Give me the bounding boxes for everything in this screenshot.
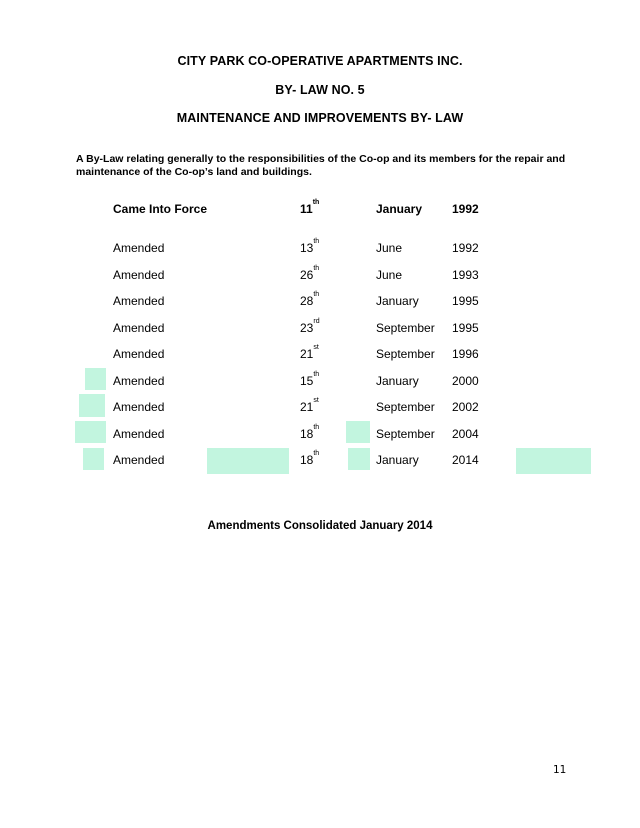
day-cell (300, 424, 320, 441)
year-cell: 1995 (452, 294, 479, 308)
table-row (0, 238, 640, 257)
day-suffix: th (313, 450, 320, 457)
table-row (0, 291, 640, 310)
consolidation-note: Amendments Consolidated January 2014 (207, 520, 433, 532)
month-cell: June (376, 268, 403, 282)
day-suffix: th (313, 424, 320, 431)
table-row (0, 318, 640, 337)
day-suffix: th (312, 199, 320, 206)
day-cell (300, 371, 320, 388)
came-into-force-label: Came Into Force (113, 202, 208, 216)
year-cell: 1996 (452, 347, 479, 361)
page-number: 11 (553, 764, 567, 776)
row-label: Amended (113, 268, 165, 282)
year-cell: 1992 (452, 241, 479, 255)
day-number: 11 (300, 202, 313, 216)
day-number: 15 (300, 374, 314, 388)
schedule-header-row (0, 199, 640, 218)
month-cell: September (376, 321, 435, 335)
day-number: 23 (300, 321, 314, 335)
year-cell: 2000 (452, 374, 479, 388)
organization-title: CITY PARK CO-OPERATIVE APARTMENTS INC. (177, 54, 463, 68)
day-number: 28 (300, 294, 314, 308)
day-suffix: rd (313, 318, 320, 325)
day-number: 18 (300, 453, 314, 467)
day-suffix: th (313, 265, 320, 272)
table-row (0, 265, 640, 284)
year-cell: 1992 (452, 202, 479, 216)
bylaw-number: BY- LAW NO. 5 (275, 83, 365, 97)
row-label: Amended (113, 294, 165, 308)
day-cell (300, 318, 320, 335)
row-label: Amended (113, 400, 165, 414)
table-row (0, 450, 640, 469)
bylaw-intro: A By-Law relating generally to the responsibilities of the Co-op and its members for the repair and maintenance of the Co-op’s land and buildings. (76, 153, 566, 178)
row-label: Amended (113, 347, 165, 361)
month-cell: September (376, 347, 435, 361)
month-cell: January (376, 294, 419, 308)
row-label: Amended (113, 321, 165, 335)
day-suffix: st (313, 344, 319, 351)
day-number: 21 (300, 400, 314, 414)
day-suffix: th (313, 238, 320, 245)
year-cell: 2014 (452, 453, 479, 467)
day-cell (300, 344, 319, 361)
table-row (0, 424, 640, 443)
day-cell (300, 199, 320, 216)
bylaw-name: MAINTENANCE AND IMPROVEMENTS BY- LAW (176, 111, 464, 125)
month-cell: June (376, 241, 403, 255)
table-row (0, 397, 640, 416)
day-number: 18 (300, 427, 314, 441)
year-cell: 2004 (452, 427, 479, 441)
day-suffix: st (313, 397, 319, 404)
day-suffix: th (313, 371, 320, 378)
day-number: 13 (300, 241, 314, 255)
row-label: Amended (113, 374, 165, 388)
year-cell: 1995 (452, 321, 479, 335)
table-row (0, 371, 640, 390)
row-label: Amended (113, 427, 165, 441)
month-cell: September (376, 400, 435, 414)
day-number: 26 (300, 268, 314, 282)
table-row (0, 344, 640, 363)
day-number: 21 (300, 347, 314, 361)
day-suffix: th (313, 291, 320, 298)
day-cell (300, 265, 320, 282)
day-cell (300, 238, 320, 255)
year-cell: 1993 (452, 268, 479, 282)
month-cell: January (376, 374, 419, 388)
day-cell (300, 291, 320, 308)
month-cell: January (376, 453, 419, 467)
year-cell: 2002 (452, 400, 479, 414)
row-label: Amended (113, 453, 165, 467)
row-label: Amended (113, 241, 165, 255)
day-cell (300, 397, 319, 414)
month-cell: January (376, 202, 423, 216)
day-cell (300, 450, 320, 467)
month-cell: September (376, 427, 435, 441)
